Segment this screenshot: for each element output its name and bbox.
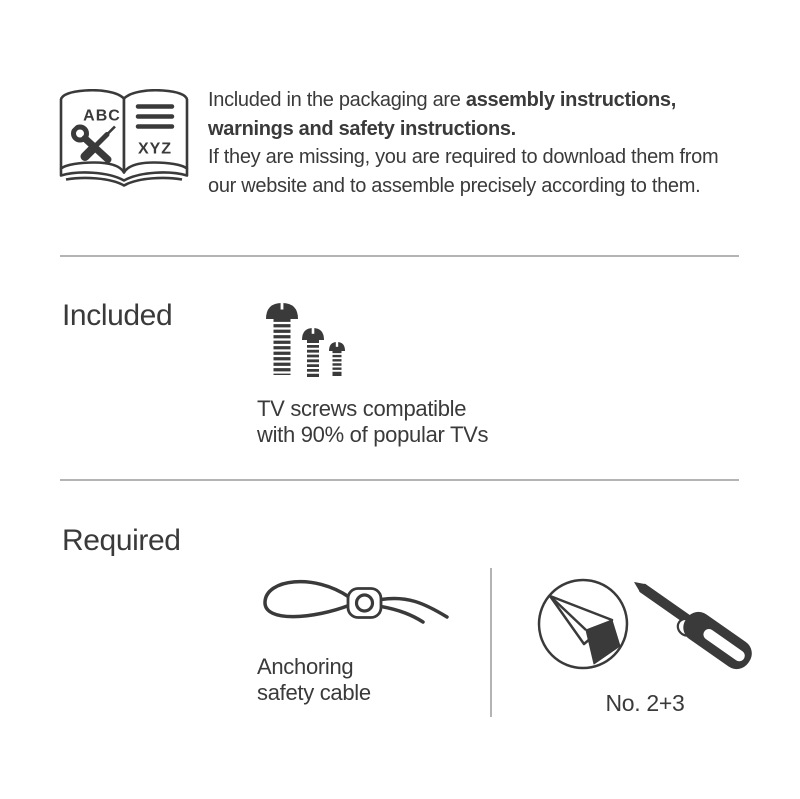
screws-caption-line2: with 90% of popular TVs <box>257 422 489 447</box>
included-heading: Included <box>62 299 173 332</box>
tv-screws-icon <box>261 299 349 383</box>
book-xyz-label: XYZ <box>137 140 173 158</box>
note-line1-bold: assembly instructions, <box>465 89 677 111</box>
book-abc-label: ABC <box>83 107 121 125</box>
phillips-screwdriver-icon <box>534 570 754 678</box>
cable-caption-line2: safety cable <box>257 680 371 705</box>
required-heading: Required <box>62 524 181 557</box>
screws-caption <box>257 396 488 448</box>
items-divider <box>490 568 492 717</box>
cable-caption <box>257 654 371 706</box>
cable-caption-line1: Anchoring <box>257 654 354 679</box>
note-line3: If they are missing, you are required to download them from <box>208 146 719 168</box>
instructions-book-icon <box>58 89 190 190</box>
packaging-note-text <box>208 86 764 200</box>
note-line1-regular: Included in the packaging are <box>208 89 461 111</box>
screwdriver-caption: No. 2+3 <box>605 690 685 716</box>
section-divider <box>60 255 739 257</box>
anchoring-cable-icon <box>252 576 452 632</box>
note-line2-bold: warnings and safety instructions. <box>208 117 516 140</box>
section-divider <box>60 479 739 481</box>
screws-caption-line1: TV screws compatible <box>257 396 467 421</box>
note-line4: our website and to assemble precisely according to them. <box>208 174 701 197</box>
